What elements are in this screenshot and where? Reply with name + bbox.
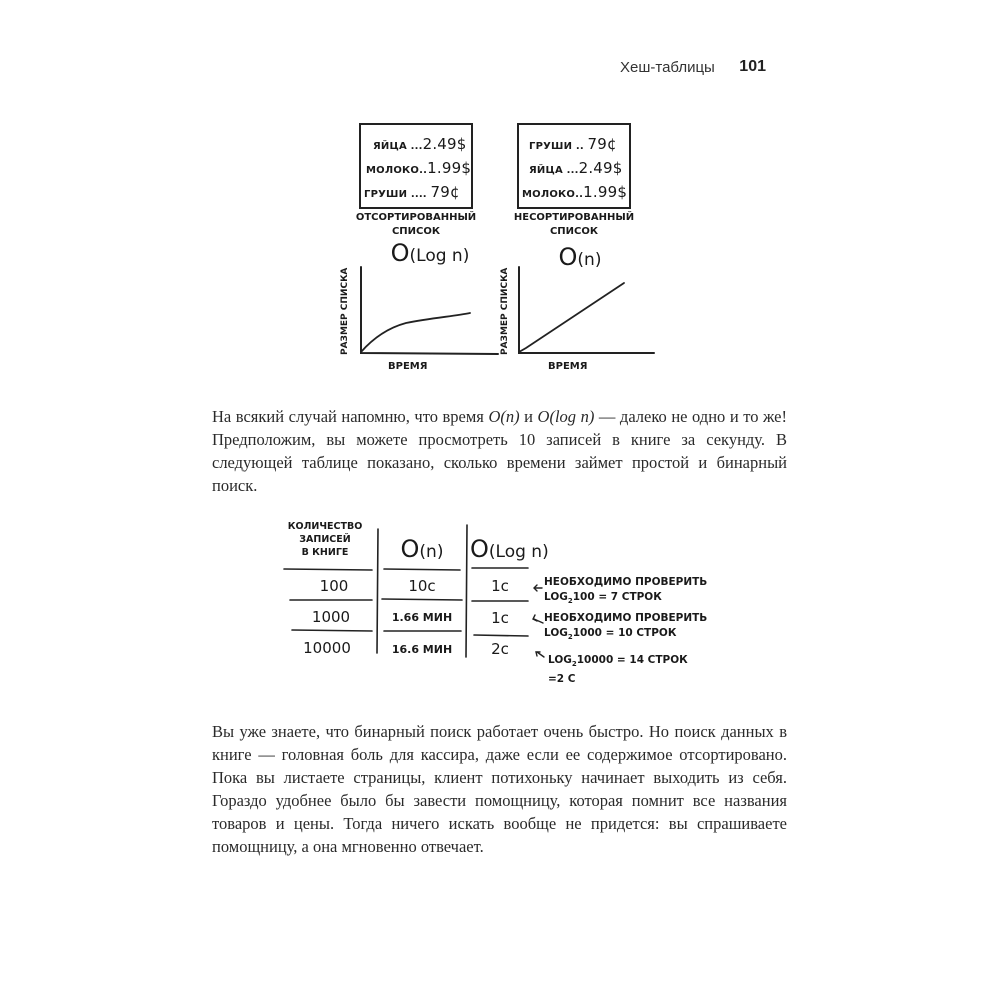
cell-simple-time: 16.6 МИН [391,643,453,656]
unsorted-x-axis-label: ВРЕМЯ [548,361,588,372]
cell-count: 10000 [303,639,351,657]
list-row: ГРУШИ .. 79¢ [529,135,617,153]
body-paragraph-1: На всякий случай напомню, что время O(n) и O(log n) — далеко не одно и то же! Предположим, вы можете просмотреть 10 записей в книге за секунду. В следующей таблице показано, сколько времени займет простой и бинарный поиск. [212,407,787,495]
list-row: ЯЙЦА ...2.49$ [529,159,623,177]
list-row: МОЛОКО..1.99$ [366,159,472,177]
cell-simple-time: 10с [408,577,436,595]
chapter-title: Хеш-таблицы [620,59,715,76]
cell-binary-time: 1с [491,577,509,595]
annotation-100: НЕОБХОДИМО ПРОВЕРИТЬ $LOG_2100 = 7$ СТРОК [544,576,708,606]
big-o-log-n: O(log n) [537,407,595,426]
logn-growth-graph [356,265,506,357]
unsorted-complexity-label: O(n) [558,243,602,271]
annotation-1000: НЕОБХОДИМО ПРОВЕРИТЬ $LOG_21000 = 10$ СТРОК [544,612,708,642]
n-growth-graph [514,265,664,357]
page-number: 101 [739,58,766,75]
unsorted-y-axis-label: РАЗМЕР СПИСКА [500,267,510,355]
sorted-caption: ОТСОРТИРОВАННЫЙ СПИСОК [355,212,477,237]
header-record-count: КОЛИЧЕСТВО ЗАПИСЕЙ В КНИГЕ [287,521,363,558]
unsorted-caption: НЕСОРТИРОВАННЫЙ СПИСОК [513,212,635,237]
header-o-log-n: O(Log n) [470,535,549,563]
list-row: МОЛОКО..1.99$ [522,183,628,201]
cell-simple-time: 1.66 МИН [391,611,453,624]
big-o-n: O(n) [488,407,520,426]
body-paragraph-2: Вы уже знаете, что бинарный поиск работает очень быстро. Но поиск данных в книге — головная боль для кассира, даже если ее содержимое отсортировано. Пока вы листаете страницы, клиент потихоньку начинает выходить из себя. Гораздо удобнее было бы завести помощницу, которая помнит все названия товаров и цены. Тогда ничего искать вообще не придется: вы спрашиваете помощницу, а она мгновенно отвечает. [212,722,787,856]
cell-binary-time: 2с [491,640,509,658]
sorted-complexity-label: O(Log n) [390,239,470,267]
figure-sorted-vs-unsorted [330,115,660,385]
search-time-table-figure [280,515,710,695]
sorted-x-axis-label: ВРЕМЯ [388,361,428,372]
sorted-list-box [359,123,473,209]
running-head [620,57,768,79]
list-row: ГРУШИ .... 79¢ [364,183,460,201]
sorted-y-axis-label: РАЗМЕР СПИСКА [340,267,350,355]
header-o-n: O(n) [400,535,444,563]
cell-binary-time: 1с [491,609,509,627]
unsorted-list-box [517,123,631,209]
list-row: ЯЙЦА ...2.49$ [373,135,467,153]
cell-count: 1000 [311,608,351,626]
annotation-10000: $LOG_210000 = 14$ СТРОК =2 С [548,654,688,686]
cell-count: 100 [319,577,349,595]
